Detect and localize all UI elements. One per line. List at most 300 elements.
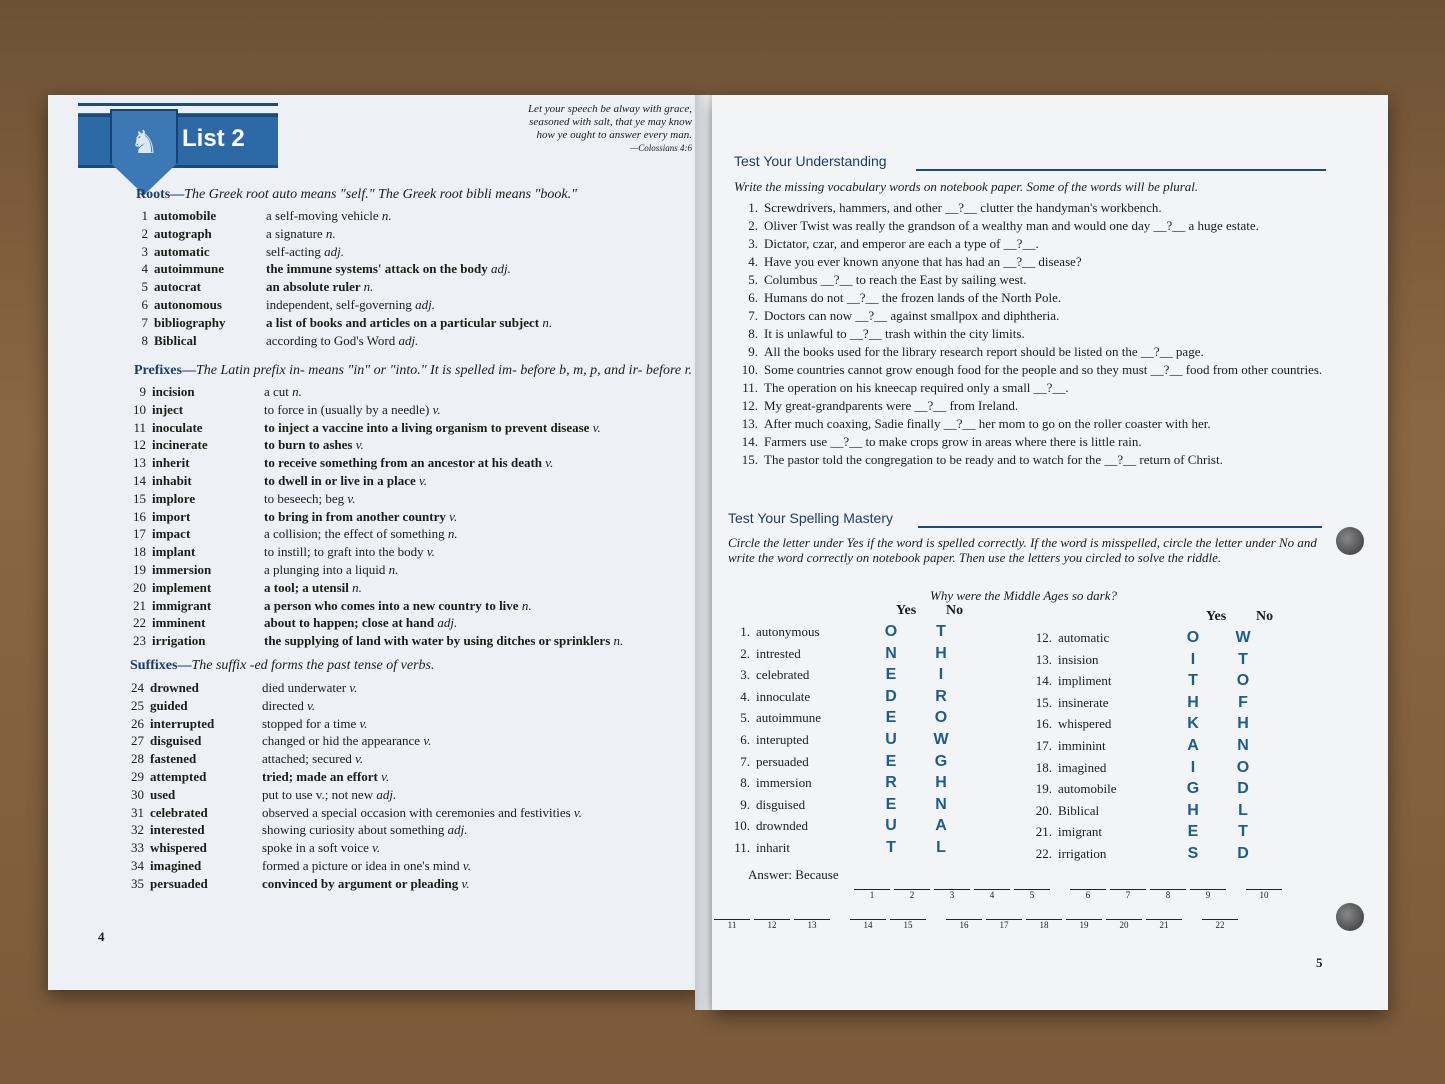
vocab-definition: the immune systems' attack on the body adj.: [266, 261, 511, 277]
no-letter: H: [1237, 715, 1249, 733]
entry-number: 35: [131, 875, 144, 891]
vocab-word: implement: [152, 579, 212, 595]
blank-number: 6: [1085, 890, 1091, 900]
spelling-row: [1030, 821, 1268, 843]
question-text: Doctors can now __?__ against smallpox and diphtheria.: [764, 308, 1060, 323]
question-item: [734, 217, 1324, 235]
spelling-row: [1030, 843, 1268, 865]
question-number: 2.: [748, 218, 758, 233]
part-of-speech: v.: [349, 680, 358, 695]
vocab-word: incision: [152, 384, 195, 399]
spelling-number: 6.: [740, 731, 750, 747]
question-text: Some countries cannot grow enough food for the people and so they must __?__ food from other countries.: [764, 362, 1323, 377]
suffix-row: [122, 715, 582, 733]
entry-number: 30: [131, 786, 144, 802]
spelling-number: 16.: [1035, 716, 1052, 732]
no-letter: G: [934, 752, 948, 770]
prefix-row: [124, 472, 623, 490]
suffixes-list: [122, 679, 582, 893]
vocab-word: incinerate: [152, 437, 208, 453]
part-of-speech: v.: [359, 715, 368, 731]
no-letter: T: [1238, 650, 1248, 668]
blank-line: [1146, 909, 1182, 920]
yes-heading-right: Yes: [1206, 609, 1227, 624]
answer-blank: [984, 909, 1024, 930]
yes-letter: N: [885, 644, 897, 662]
spelling-word: celebrated: [756, 667, 810, 683]
part-of-speech: adj.: [376, 786, 397, 802]
prefix-row: [124, 597, 623, 615]
test-understanding-instructions: Write the missing vocabulary words on notebook paper. Some of the words will be plural.: [734, 179, 1199, 194]
part-of-speech: n.: [447, 526, 458, 542]
list-banner: [78, 113, 278, 168]
answer-blank: [1024, 909, 1064, 930]
blank-number: 22: [1215, 920, 1225, 930]
no-letter: O: [1236, 672, 1250, 690]
vocab-definition: a tool; a utensil n.: [264, 579, 362, 595]
spelling-number: 9.: [740, 796, 750, 812]
yes-heading-left: Yes: [896, 603, 917, 618]
roots-heading: Roots—The Greek root auto means "self." The Greek root bibli means "book.": [136, 187, 578, 202]
spelling-word: imagined: [1058, 759, 1107, 775]
vocab-definition: to bring in from another country v.: [264, 508, 458, 524]
spelling-word: whispered: [1058, 716, 1112, 732]
part-of-speech: adj.: [447, 822, 468, 838]
answer-blank: [944, 909, 984, 930]
blank-number: 12: [767, 920, 777, 930]
vocab-definition: an absolute ruler n.: [266, 279, 374, 295]
vocab-definition: stopped for a time v.: [262, 715, 368, 731]
blank-line: [1014, 879, 1050, 890]
spelling-row: [1030, 757, 1268, 779]
vocab-definition: convinced by argument or pleading v.: [262, 875, 470, 891]
spelling-number: 19.: [1035, 781, 1052, 797]
no-letter: T: [936, 623, 946, 640]
no-heading-right: No: [1256, 609, 1274, 624]
yes-letter: E: [885, 752, 897, 770]
suffix-row: [122, 750, 582, 768]
root-row: [126, 225, 552, 243]
part-of-speech: v.: [355, 437, 364, 453]
answer-blank: [852, 879, 892, 900]
question-text: Columbus __?__ to reach the East by sailing west.: [764, 272, 1027, 287]
no-letter: T: [1238, 823, 1248, 841]
root-row: [126, 332, 552, 350]
answer-blank: [932, 879, 972, 900]
entry-number: 11: [133, 419, 146, 435]
no-letter: O: [1236, 758, 1250, 776]
question-item: [734, 343, 1324, 361]
vocab-definition: tried; made an effort v.: [262, 768, 390, 784]
question-item: [734, 379, 1324, 397]
page-number-right: 5: [1316, 955, 1323, 970]
vocab-word: inoculate: [152, 419, 203, 435]
part-of-speech: n.: [325, 225, 336, 241]
part-of-speech: v.: [426, 544, 435, 560]
vocab-word: autoimmune: [154, 261, 225, 277]
vocab-word: used: [150, 786, 176, 802]
spelling-row: [1030, 800, 1268, 822]
blank-line: [1150, 879, 1186, 890]
part-of-speech: v.: [545, 455, 554, 471]
question-text: Farmers use __?__ to make crops grow in areas where there is little rain.: [764, 434, 1142, 449]
test-spelling-instructions: Circle the letter under Yes if the word is spelled correctly. If the word is misspelled, circle the letter under No and write the word correctly on notebook paper. Then use the letters you circled to solve the riddle.: [728, 535, 1317, 565]
vocab-word: autograph: [154, 225, 212, 241]
prefix-row: [124, 383, 623, 401]
spelling-word: insinerate: [1058, 694, 1109, 710]
blank-line: [1246, 879, 1282, 890]
entry-number: 2: [141, 225, 148, 241]
yes-letter: U: [885, 817, 897, 835]
entry-number: 7: [141, 314, 148, 330]
blank-line: [794, 909, 830, 920]
prefix-row: [124, 419, 623, 437]
spelling-word: persuaded: [756, 753, 809, 769]
part-of-speech: v.: [449, 508, 458, 524]
root-row: [126, 278, 552, 296]
vocab-definition: changed or hid the appearance v.: [262, 733, 432, 749]
vocab-word: immersion: [152, 561, 212, 577]
question-item: [734, 271, 1324, 289]
blank-line: [1106, 909, 1142, 920]
spelling-number: 8.: [740, 775, 750, 791]
vocab-word: inhabit: [152, 472, 192, 488]
blank-number: 4: [989, 890, 995, 900]
vocab-definition: formed a picture or idea in one's mind v.: [262, 857, 471, 873]
part-of-speech: v.: [419, 472, 428, 488]
blank-number: 7: [1125, 890, 1131, 900]
blank-line: [934, 879, 970, 890]
question-text: Dictator, czar, and emperor are each a type of __?__.: [764, 236, 1039, 251]
vocab-word: fastened: [150, 751, 197, 767]
question-number: 10.: [741, 362, 758, 377]
question-item: [734, 397, 1324, 415]
blank-number: 8: [1165, 890, 1171, 900]
spelling-word: impliment: [1058, 673, 1112, 689]
blank-number: 15: [903, 920, 913, 930]
vocab-word: drowned: [150, 680, 199, 695]
vocab-definition: to dwell in or live in a place v.: [264, 472, 428, 488]
vocab-word: Biblical: [154, 332, 197, 348]
vocab-definition: to receive something from an ancestor at his death v.: [264, 455, 554, 471]
part-of-speech: v.: [573, 804, 582, 820]
blank-number: 9: [1205, 890, 1211, 900]
blank-number: 16: [959, 920, 969, 930]
spelling-number: 4.: [740, 688, 750, 704]
part-of-speech: n.: [521, 597, 532, 613]
blank-number: 21: [1159, 920, 1169, 930]
spelling-word: intrested: [756, 645, 801, 661]
no-letter: I: [938, 666, 944, 684]
blank-line: [714, 909, 750, 920]
yes-letter: G: [1186, 780, 1200, 798]
vocab-word: imagined: [150, 857, 202, 873]
spelling-number: 5.: [740, 710, 750, 726]
vocab-definition: a list of books and articles on a particular subject n.: [266, 314, 553, 330]
vocab-definition: a collision; the effect of something n.: [264, 526, 458, 542]
vocab-word: disguised: [150, 733, 202, 749]
spelling-number: 18.: [1035, 759, 1052, 775]
question-number: 7.: [748, 308, 758, 323]
question-number: 9.: [748, 344, 758, 359]
entry-number: 4: [141, 261, 148, 277]
spelling-number: 14.: [1035, 673, 1052, 689]
entry-number: 5: [141, 279, 148, 295]
vocab-word: persuaded: [150, 875, 208, 891]
part-of-speech: v.: [355, 751, 364, 767]
no-letter: O: [934, 709, 948, 727]
vocab-definition: independent, self-governing adj.: [266, 296, 435, 312]
spelling-row: [728, 751, 966, 773]
answer-label: Answer: Because: [748, 867, 839, 882]
root-row: [126, 314, 552, 332]
vocab-definition: died underwater v.: [262, 680, 358, 695]
no-letter: A: [935, 817, 947, 835]
answer-blank: [892, 879, 932, 900]
vocab-definition: showing curiosity about something adj.: [262, 822, 468, 838]
blank-line: [1202, 909, 1238, 920]
prefixes-heading: Prefixes—The Latin prefix in- means "in" or "into." It is spelled im- before b, m, p, and ir- before r.: [134, 363, 693, 378]
question-number: 11.: [742, 380, 758, 395]
question-number: 1.: [748, 200, 758, 215]
vocab-word: inject: [152, 401, 184, 417]
question-item: [734, 235, 1324, 253]
question-item: [734, 325, 1324, 343]
no-letter: W: [933, 730, 949, 748]
vocab-word: celebrated: [150, 804, 208, 820]
verse-citation: —Colossians 4:6: [630, 143, 692, 153]
vocab-word: bibliography: [154, 314, 226, 330]
part-of-speech: n.: [542, 314, 553, 330]
blank-line: [986, 909, 1022, 920]
spelling-row: [728, 794, 966, 816]
blank-number: 2: [909, 890, 915, 900]
blank-number: 1: [869, 890, 875, 900]
prefix-row: [124, 561, 623, 579]
vocab-definition: a signature n.: [266, 225, 336, 241]
no-letter: L: [936, 838, 946, 856]
spelling-word: drownded: [756, 818, 808, 834]
entry-number: 12: [133, 437, 146, 453]
spelling-word: disguised: [756, 796, 806, 812]
banner-stripes: [78, 103, 278, 117]
suffix-row: [122, 857, 582, 875]
test-understanding-heading: Test Your Understanding: [734, 153, 887, 169]
prefix-row: [124, 579, 623, 597]
question-text: Have you ever known anyone that has had an __?__ disease?: [764, 254, 1082, 269]
spelling-word: irrigation: [1058, 845, 1107, 861]
spelling-number: 11.: [734, 839, 750, 855]
prefix-row: [124, 632, 623, 650]
vocab-definition: attached; secured v.: [262, 751, 364, 767]
part-of-speech: adj.: [415, 296, 435, 312]
no-letter: H: [935, 774, 947, 792]
list-title: List 2: [182, 125, 245, 152]
prefix-row: [124, 525, 623, 543]
blank-number: 11: [727, 920, 737, 930]
blank-line: [1026, 909, 1062, 920]
lion-icon: ♞: [130, 124, 159, 160]
vocab-definition: to inject a vaccine into a living organism to prevent disease v.: [264, 419, 601, 435]
question-number: 14.: [741, 434, 758, 449]
answer-blank: [752, 909, 792, 930]
vocab-definition: the supplying of land with water by using ditches or sprinklers n.: [264, 633, 624, 649]
question-item: [734, 361, 1324, 379]
vocab-word: inherit: [152, 455, 190, 471]
spelling-word: Biblical: [1058, 802, 1100, 818]
spelling-row: [728, 729, 966, 751]
yes-letter: A: [1187, 736, 1199, 754]
part-of-speech: v.: [432, 401, 441, 417]
yes-letter: E: [1187, 823, 1199, 841]
question-item: [734, 199, 1324, 217]
question-text: Screwdrivers, hammers, and other __?__ clutter the handyman's workbench.: [764, 200, 1162, 215]
yes-letter: T: [1188, 672, 1198, 690]
root-row: [126, 260, 552, 278]
spelling-number: 2.: [740, 645, 750, 661]
entry-number: 16: [133, 508, 146, 524]
question-number: 12.: [741, 398, 758, 413]
yes-letter: S: [1187, 844, 1199, 862]
part-of-speech: adj.: [437, 615, 458, 631]
entry-number: 22: [133, 615, 146, 631]
suffix-row: [122, 732, 582, 750]
blank-line: [1110, 879, 1146, 890]
part-of-speech: v.: [381, 768, 390, 784]
yes-letter: O: [884, 623, 898, 640]
entry-number: 9: [139, 384, 146, 399]
left-page: [48, 95, 700, 990]
vocab-word: implore: [152, 490, 196, 506]
prefix-row: [124, 508, 623, 526]
blank-line: [894, 879, 930, 890]
roots-list: [126, 207, 552, 349]
question-text: My great-grandparents were __?__ from Ireland.: [764, 398, 1019, 413]
entry-number: 18: [133, 544, 146, 560]
entry-number: 20: [133, 579, 146, 595]
question-text: The pastor told the congregation to be ready and to watch for the __?__ return of Christ.: [764, 452, 1223, 467]
spelling-word: imigrant: [1058, 824, 1103, 840]
spelling-word: innoculate: [756, 688, 811, 704]
no-letter: R: [935, 687, 947, 705]
vocab-word: autocrat: [154, 279, 201, 295]
blank-line: [1190, 879, 1226, 890]
spelling-number: 7.: [740, 753, 750, 769]
answer-blank: [1012, 879, 1052, 900]
vocab-definition: put to use v.; not new adj.: [262, 786, 397, 802]
vocab-definition: a cut n.: [264, 384, 302, 399]
answer-blank: [888, 909, 928, 930]
yes-letter: E: [885, 666, 897, 684]
question-number: 15.: [741, 452, 758, 467]
spelling-list-left: [728, 621, 966, 859]
part-of-speech: n.: [381, 208, 392, 223]
vocab-definition: to instill; to graft into the body v.: [264, 544, 435, 560]
blank-line: [1070, 879, 1106, 890]
part-of-speech: adj.: [490, 261, 511, 277]
entry-number: 32: [131, 822, 144, 838]
right-page: [712, 95, 1388, 1010]
spelling-word: immersion: [756, 775, 812, 791]
spelling-list-right: [1030, 627, 1268, 865]
answer-blank: [1244, 879, 1284, 900]
answer-blank: [792, 909, 832, 930]
blank-line: [974, 879, 1010, 890]
spelling-word: automatic: [1058, 630, 1110, 645]
suffix-row: [122, 804, 582, 822]
entry-number: 14: [133, 472, 146, 488]
entry-number: 10: [133, 401, 146, 417]
part-of-speech: v.: [372, 840, 381, 856]
spelling-row: [728, 621, 966, 643]
entry-number: 17: [133, 526, 146, 542]
verse-text: Let your speech be alway with grace, seasoned with salt, that ye may know how ye ought to answer every man.: [527, 103, 692, 141]
part-of-speech: v.: [592, 419, 601, 435]
spelling-number: 10.: [733, 818, 750, 834]
vocab-definition: to beseech; beg v.: [264, 490, 356, 506]
prefix-row: [124, 401, 623, 419]
no-letter: W: [1235, 629, 1251, 646]
spelling-row: [1030, 670, 1268, 692]
vocab-definition: spoke in a soft voice v.: [262, 840, 381, 856]
suffix-row: [122, 875, 582, 893]
spelling-number: 15.: [1035, 694, 1052, 710]
answer-blank: [1148, 879, 1188, 900]
prefix-row: [124, 490, 623, 508]
yes-letter: E: [885, 795, 897, 813]
spelling-word: insision: [1058, 651, 1099, 667]
no-letter: F: [1238, 693, 1248, 711]
blank-line: [1066, 909, 1102, 920]
part-of-speech: adj.: [398, 332, 419, 348]
part-of-speech: adj.: [324, 243, 344, 259]
answer-blank: [1064, 909, 1104, 930]
spelling-number: 1.: [740, 624, 750, 639]
verse: [510, 103, 692, 155]
yes-letter: E: [885, 709, 897, 727]
question-number: 3.: [748, 236, 758, 251]
spelling-row: [1030, 713, 1268, 735]
vocab-definition: a self-moving vehicle n.: [266, 208, 392, 223]
suffix-row: [122, 786, 582, 804]
spelling-row: [1030, 735, 1268, 757]
heading-rule: [916, 169, 1326, 171]
question-item: [734, 433, 1324, 451]
entry-number: 33: [131, 840, 144, 856]
answer-blank: [1068, 879, 1108, 900]
spelling-row: [1030, 649, 1268, 671]
question-item: [734, 415, 1324, 433]
spelling-row: [1030, 692, 1268, 714]
part-of-speech: n.: [363, 279, 374, 295]
vocab-word: automatic: [154, 243, 210, 259]
spelling-word: automobile: [1058, 781, 1117, 797]
entry-number: 13: [133, 455, 146, 471]
entry-number: 34: [131, 857, 144, 873]
spelling-row: [728, 664, 966, 686]
root-row: [126, 207, 552, 225]
vocab-definition: to burn to ashes v.: [264, 437, 364, 453]
answer-blank: [1108, 879, 1148, 900]
question-item: [734, 307, 1324, 325]
root-row: [126, 243, 552, 261]
entry-number: 19: [133, 561, 146, 577]
spelling-number: 17.: [1035, 737, 1052, 753]
entry-number: 23: [133, 633, 146, 649]
vocab-word: autonomous: [154, 296, 222, 312]
spelling-row: [728, 815, 966, 837]
vocab-definition: to force in (usually by a needle) v.: [264, 401, 441, 417]
